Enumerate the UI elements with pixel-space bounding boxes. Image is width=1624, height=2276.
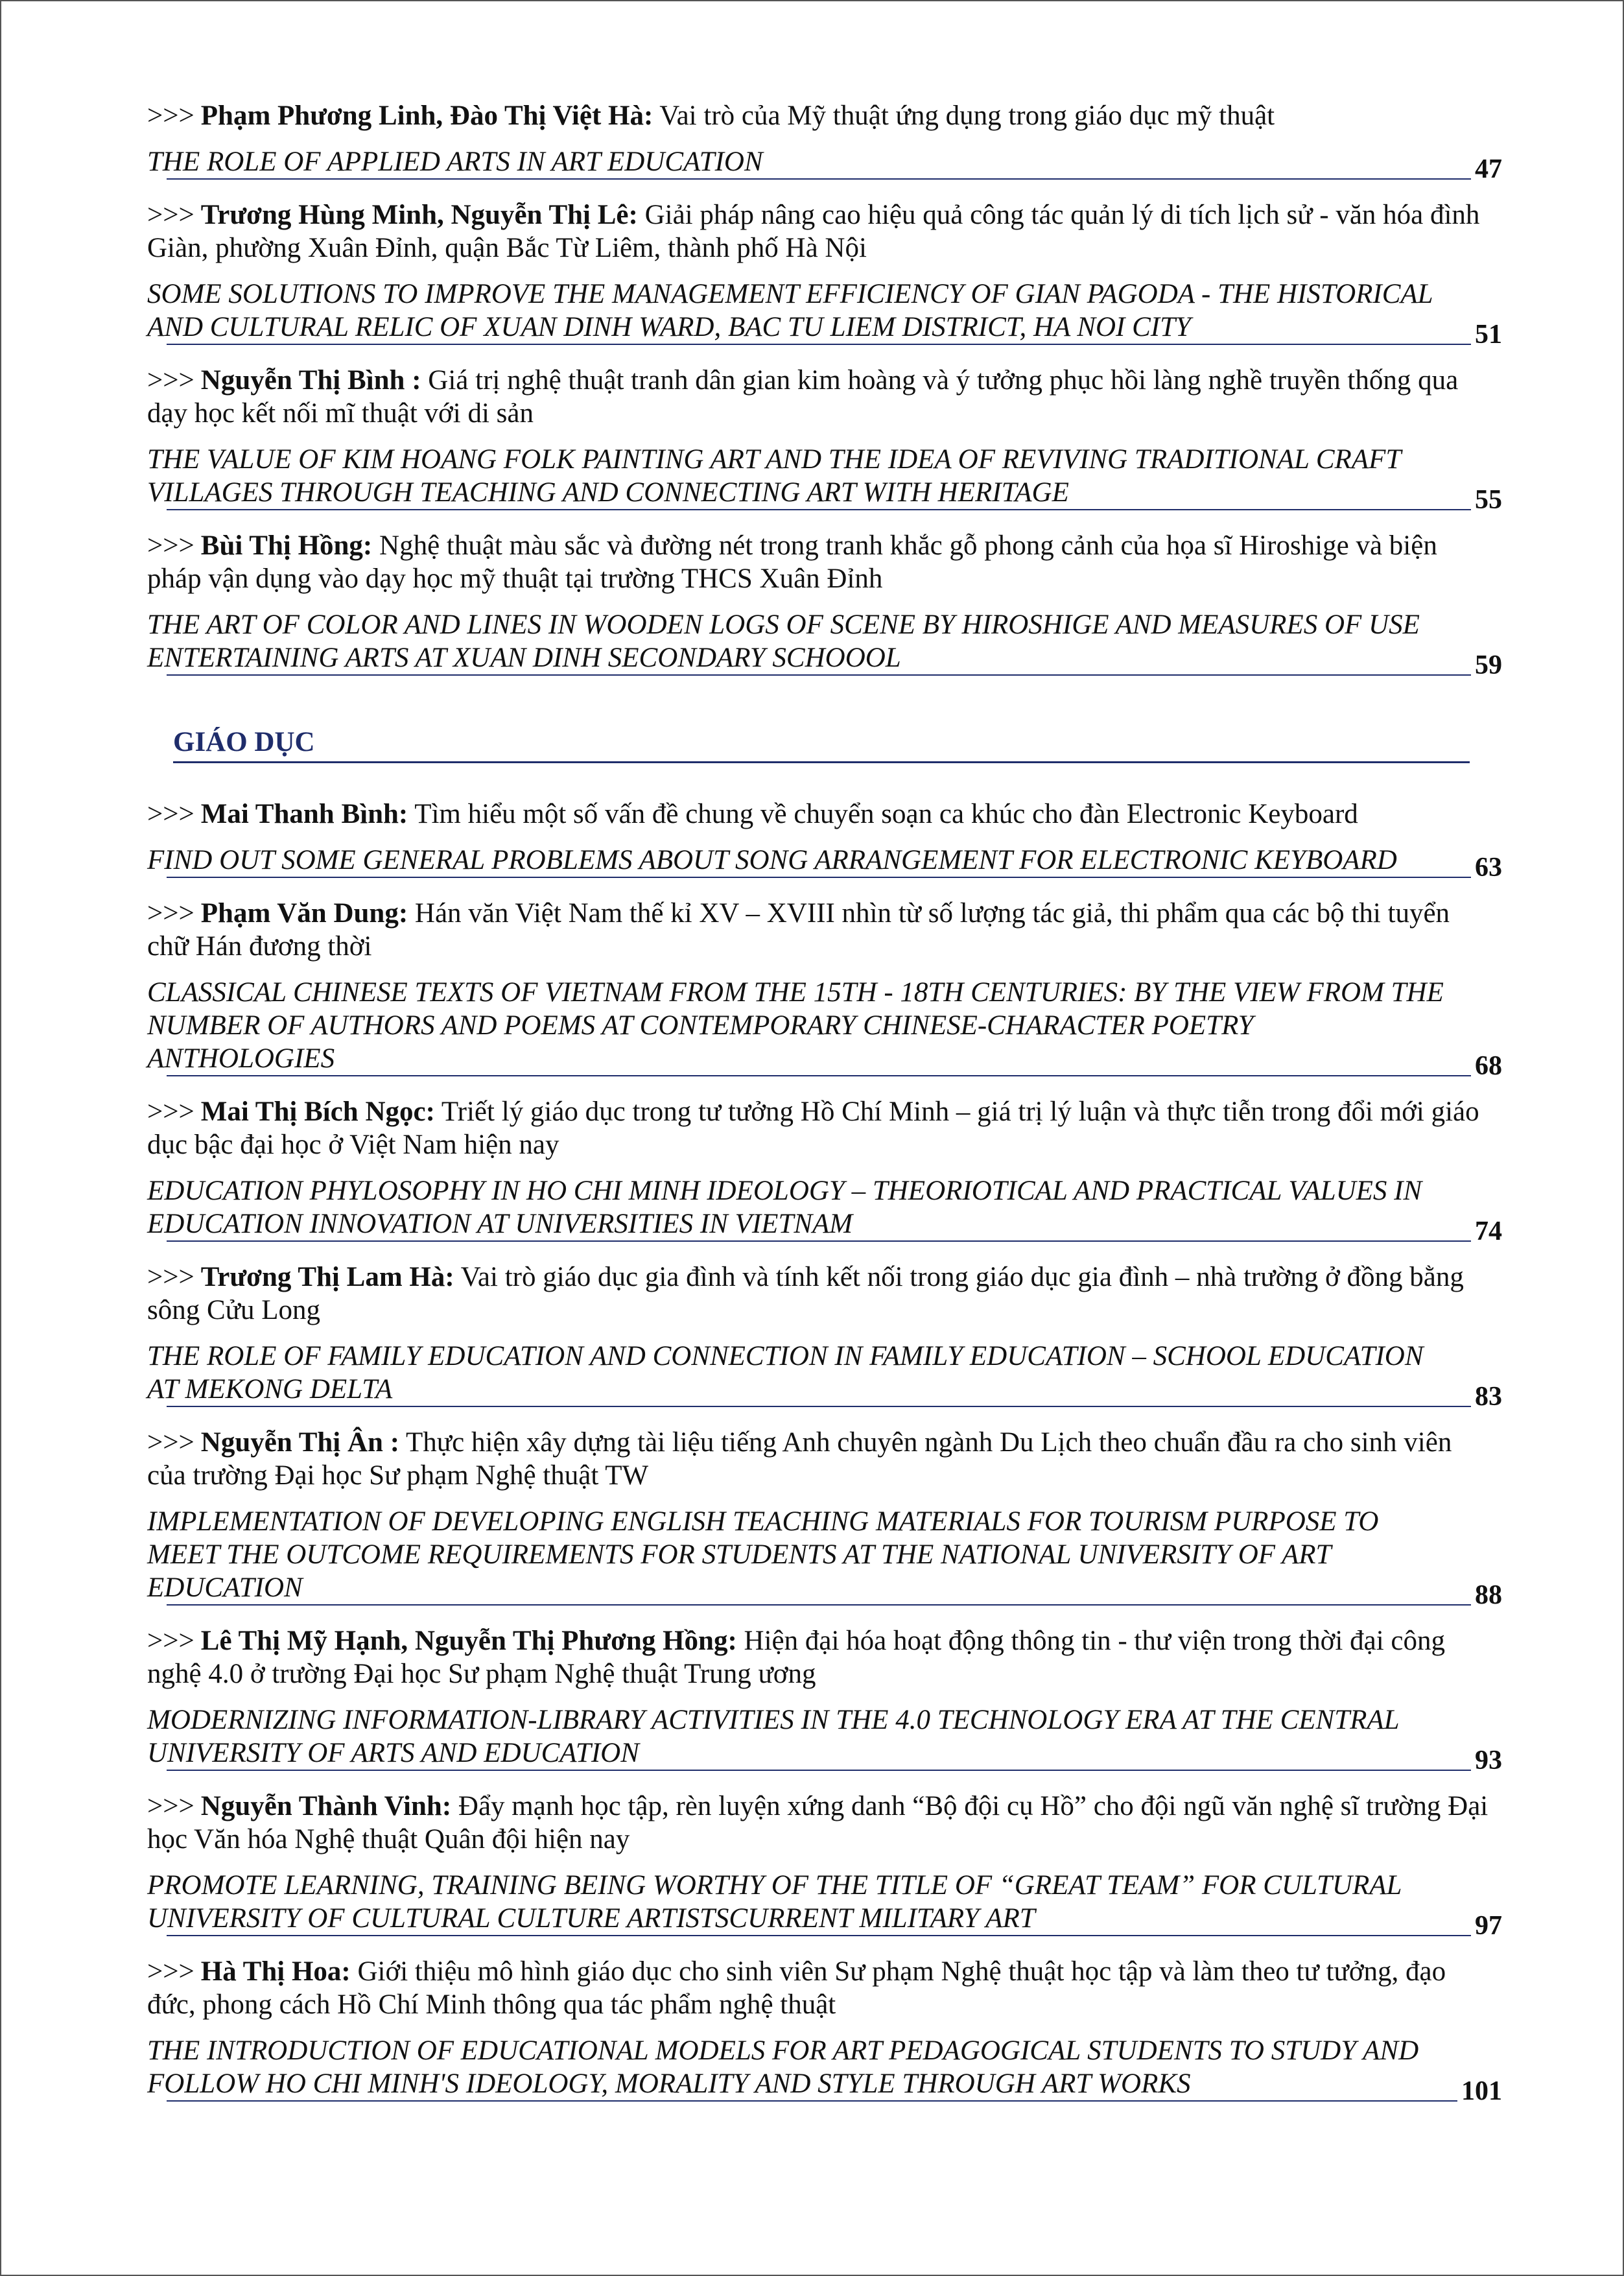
entry-title-en: IMPLEMENTATION OF DEVELOPING ENGLISH TEACHING MATERIALS FOR TOURISM PURPOSE TO MEET THE OUTCOME REQUIREMENTS FOR STUDENTS AT THE NATIONAL UNIVERSITY OF ART EDUCATION	[147, 1506, 1379, 1603]
entry-vietnamese	[147, 1093, 1496, 1161]
entry-english	[147, 1174, 1502, 1246]
entry-page-number: 74	[1471, 1215, 1502, 1248]
entry-arrows: >>>	[147, 1262, 194, 1292]
toc-entry	[147, 527, 1502, 693]
entry-page-number: 63	[1471, 851, 1502, 884]
entry-title-en: SOME SOLUTIONS TO IMPROVE THE MANAGEMENT EFFICIENCY OF GIAN PAGODA - THE HISTORICAL AND CULTURAL RELIC OF XUAN DINH WARD, BAC TU LIEM DISTRICT, HA NOI CITY	[147, 279, 1433, 342]
entry-english	[147, 1703, 1502, 1775]
entry-page-number: 51	[1471, 318, 1502, 351]
toc-entry	[147, 1953, 1502, 2118]
entry-page-number: 47	[1471, 153, 1502, 186]
entry-title-vn: Giá trị nghệ thuật tranh dân gian kim hoàng và ý tưởng phục hồi làng nghề truyền thống qua dạy học kết nối mĩ thuật với di sản	[147, 365, 1459, 429]
entry-page-number: 88	[1471, 1579, 1502, 1612]
toc-entry	[147, 1424, 1502, 1622]
entry-title-vn: Triết lý giáo dục trong tư tưởng Hồ Chí Minh – giá trị lý luận và thực tiễn trong đổi mới giáo dục bậc đại học ở Việt Nam hiện nay	[147, 1097, 1479, 1160]
entry-vietnamese	[147, 1259, 1496, 1327]
entry-vietnamese	[147, 196, 1496, 265]
toc-entry	[147, 796, 1502, 895]
entry-page-number: 83	[1471, 1381, 1502, 1414]
entry-vietnamese	[147, 1788, 1496, 1856]
entry-vietnamese	[147, 895, 1496, 963]
entry-vietnamese	[147, 1953, 1496, 2021]
entry-vietnamese	[147, 796, 1496, 831]
entry-vietnamese	[147, 1622, 1496, 1690]
entry-page-number: 101	[1457, 2075, 1502, 2108]
entry-title-vn: Thực hiện xây dựng tài liệu tiếng Anh chuyên ngành Du Lịch theo chuẩn đầu ra cho sinh viên của trường Đại học Sư phạm Nghệ thuật TW	[147, 1427, 1452, 1491]
toc-entry	[147, 1259, 1502, 1424]
entry-author: Phạm Phương Linh, Đào Thị Việt Hà:	[200, 101, 653, 131]
toc-entry	[147, 1622, 1502, 1788]
entry-title-en: CLASSICAL CHINESE TEXTS OF VIETNAM FROM THE 15TH - 18TH CENTURIES: BY THE VIEW FROM THE NUMBER OF AUTHORS AND POEMS AT CONTEMPORARY CHINESE-CHARACTER POETRY ANTHOLOGIES	[147, 977, 1444, 1074]
entry-title-vn: Đẩy mạnh học tập, rèn luyện xứng danh “Bộ đội cụ Hồ” cho đội ngũ văn nghệ sĩ trường Đại học Văn hóa Nghệ thuật Quân đội hiện nay	[147, 1791, 1489, 1855]
entry-english	[147, 145, 1502, 184]
entry-english	[147, 844, 1502, 883]
entry-author: Bùi Thị Hồng:	[200, 530, 373, 561]
entry-arrows: >>>	[147, 365, 194, 396]
toc-entry	[147, 196, 1502, 362]
entry-page-number: 93	[1471, 1744, 1502, 1777]
entry-english	[147, 278, 1502, 350]
entry-title-vn: Giải pháp nâng cao hiệu quả công tác quản lý di tích lịch sử - văn hóa đình Giàn, phường Xuân Đỉnh, quận Bắc Từ Liêm, thành phố Hà Nội	[147, 200, 1480, 263]
toc-list-bottom	[147, 796, 1502, 2118]
entry-vietnamese	[147, 527, 1496, 595]
entry-title-en: FIND OUT SOME GENERAL PROBLEMS ABOUT SONG ARRANGEMENT FOR ELECTRONIC KEYBOARD	[147, 845, 1397, 875]
toc-entry	[147, 362, 1502, 527]
entry-title-en: THE VALUE OF KIM HOANG FOLK PAINTING ART AND THE IDEA OF REVIVING TRADITIONAL CRAFT VILLAGES THROUGH TEACHING AND CONNECTING ART WITH HERITAGE	[147, 444, 1401, 508]
entry-title-en: THE ART OF COLOR AND LINES IN WOODEN LOGS OF SCENE BY HIROSHIGE AND MEASURES OF USE ENTERTAINING ARTS AT XUAN DINH SECONDARY SCHOOOL	[147, 610, 1420, 673]
entry-arrows: >>>	[147, 1626, 194, 1656]
entry-english	[147, 976, 1502, 1081]
entry-title-vn: Vai trò của Mỹ thuật ứng dụng trong giáo dục mỹ thuật	[659, 101, 1275, 131]
entry-title-vn: Hiện đại hóa hoạt động thông tin - thư viện trong thời đại công nghệ 4.0 ở trường Đại học Sư phạm Nghệ thuật Trung ương	[147, 1626, 1445, 1689]
entry-title-en: PROMOTE LEARNING, TRAINING BEING WORTHY OF THE TITLE OF “GREAT TEAM” FOR CULTURAL UNIVERSITY OF CULTURAL CULTURE ARTISTSCURRENT MILITARY ART	[147, 1870, 1402, 1934]
entry-arrows: >>>	[147, 530, 194, 561]
entry-title-vn: Hán văn Việt Nam thế kỉ XV – XVIII nhìn từ số lượng tác giả, thi phẩm qua các bộ thi tuyển chữ Hán đương thời	[147, 898, 1450, 962]
entry-author: Lê Thị Mỹ Hạnh, Nguyễn Thị Phương Hồng:	[200, 1626, 737, 1656]
toc-entry	[147, 1788, 1502, 1953]
entry-title-vn: Vai trò giáo dục gia đình và tính kết nối trong giáo dục gia đình – nhà trường ở đồng bằng sông Cửu Long	[147, 1262, 1464, 1325]
entry-english	[147, 443, 1502, 515]
entry-title-en: THE ROLE OF APPLIED ARTS IN ART EDUCATION	[147, 147, 763, 177]
entry-title-en: THE ROLE OF FAMILY EDUCATION AND CONNECTION IN FAMILY EDUCATION – SCHOOL EDUCATION AT MEKONG DELTA	[147, 1341, 1424, 1405]
entry-english	[147, 1869, 1502, 1941]
entry-vietnamese	[147, 362, 1496, 430]
entry-title-vn: Tìm hiểu một số vấn đề chung về chuyển soạn ca khúc cho đàn Electronic Keyboard	[414, 799, 1358, 829]
section-heading: GIÁO DỤC	[173, 724, 1470, 763]
entry-page-number: 59	[1471, 649, 1502, 682]
entry-author: Phạm Văn Dung:	[200, 898, 408, 929]
entry-arrows: >>>	[147, 101, 194, 131]
entry-author: Nguyễn Thị Ân :	[200, 1427, 400, 1458]
entry-arrows: >>>	[147, 200, 194, 230]
entry-english	[147, 2034, 1502, 2106]
entry-title-vn: Giới thiệu mô hình giáo dục cho sinh viên Sư phạm Nghệ thuật học tập và làm theo tư tưởng, đạo đức, phong cách Hồ Chí Minh thông qua tác phẩm nghệ thuật	[147, 1956, 1446, 2020]
toc-list-top	[147, 97, 1502, 693]
entry-author: Trương Hùng Minh, Nguyễn Thị Lê:	[200, 200, 638, 230]
entry-title-en: MODERNIZING INFORMATION-LIBRARY ACTIVITIES IN THE 4.0 TECHNOLOGY ERA AT THE CENTRAL UNIVERSITY OF ARTS AND EDUCATION	[147, 1705, 1399, 1768]
entry-title-vn: Nghệ thuật màu sắc và đường nét trong tranh khắc gỗ phong cảnh của họa sĩ Hiroshige và biện pháp vận dụng vào dạy học mỹ thuật tại trường THCS Xuân Đỉnh	[147, 530, 1437, 594]
entry-author: Nguyễn Thành Vinh:	[200, 1791, 452, 1821]
toc-entry	[147, 97, 1502, 196]
entry-english	[147, 1505, 1502, 1610]
entry-arrows: >>>	[147, 1791, 194, 1821]
entry-vietnamese	[147, 1424, 1496, 1492]
entry-author: Trương Thị Lam Hà:	[200, 1262, 454, 1292]
entry-title-en: THE INTRODUCTION OF EDUCATIONAL MODELS FOR ART PEDAGOGICAL STUDENTS TO STUDY AND FOLLOW HO CHI MINH'S IDEOLOGY, MORALITY AND STYLE THROUGH ART WORKS	[147, 2035, 1419, 2099]
entry-arrows: >>>	[147, 1097, 194, 1127]
entry-author: Mai Thị Bích Ngọc:	[200, 1097, 435, 1127]
entry-arrows: >>>	[147, 1427, 194, 1458]
entry-page-number: 68	[1471, 1050, 1502, 1083]
entry-author: Mai Thanh Bình:	[200, 799, 408, 829]
entry-author: Hà Thị Hoa:	[200, 1956, 351, 1987]
entry-vietnamese	[147, 97, 1496, 132]
entry-arrows: >>>	[147, 799, 194, 829]
entry-english	[147, 1340, 1502, 1412]
entry-english	[147, 608, 1502, 680]
entry-author: Nguyễn Thị Bình :	[200, 365, 421, 396]
toc-content	[147, 97, 1502, 2118]
entry-arrows: >>>	[147, 1956, 194, 1987]
entry-page-number: 55	[1471, 484, 1502, 517]
entry-page-number: 97	[1471, 1910, 1502, 1943]
toc-entry	[147, 1093, 1502, 1259]
entry-title-en: EDUCATION PHYLOSOPHY IN HO CHI MINH IDEOLOGY – THEORIOTICAL AND PRACTICAL VALUES IN EDUCATION INNOVATION AT UNIVERSITIES IN VIETNAM	[147, 1176, 1422, 1239]
toc-entry	[147, 895, 1502, 1093]
entry-arrows: >>>	[147, 898, 194, 929]
